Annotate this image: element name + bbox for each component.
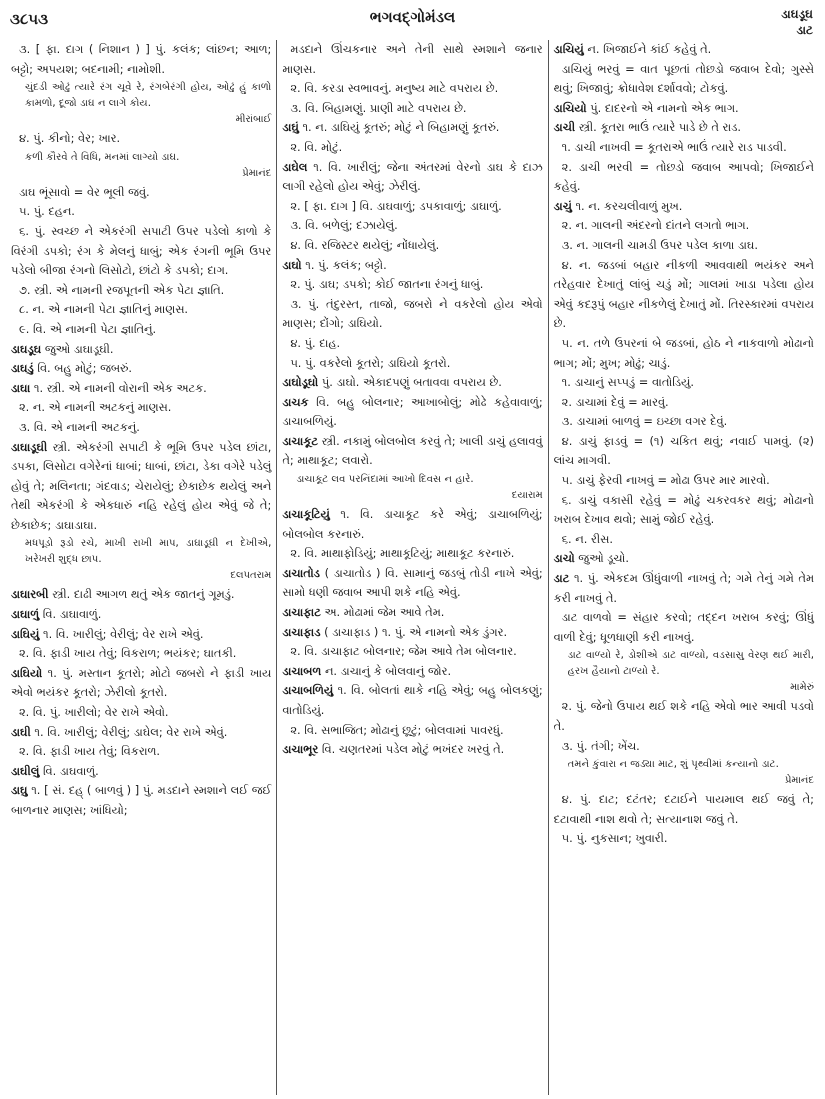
headword: ડાચાબળિયું	[282, 683, 334, 698]
definition-text: ૨. ન. એ નામની અટકનું માણસ.	[19, 400, 172, 415]
headword: ડાઘેલ	[282, 159, 308, 174]
dictionary-entry	[282, 256, 542, 276]
dictionary-entry	[282, 662, 542, 682]
definition-text: ૨. પું. ડાઘ; ડપકો; કોઈ જાતના રંગનું ધાબું.	[290, 277, 484, 292]
definition-text: ડાચિયું ભરવું = વાત પૂછતાં તોછડો જવાબ દેવો; ગુસ્સે થવું; ખિજાવું; ક્રોધાવેશ દર્શાવવો; ટોકવું.	[553, 61, 814, 96]
definition-text: ૧. ન. ડાઘિયું કૂતરું; મોટું ને બિહામણું કૂતરું.	[302, 120, 500, 135]
headword: ડાઘડૂઘ	[11, 341, 42, 356]
definition-text: ૪. વિ. રજિસ્ટર થયેલું; નોંધાયેલું.	[290, 237, 440, 252]
definition-text: ૨. વિ. માથાફોડિયું; માથાકૂટિયું; માથાકૂટ કરનારું.	[290, 546, 515, 561]
dictionary-entry	[11, 379, 271, 399]
definition-text: ૩. વિ. બિહામણું. પ્રાણી માટે વપરાય છે.	[290, 100, 467, 115]
entry-sense	[11, 703, 271, 723]
definition-text: ૧. પું. મસ્તાન કૂતરો; મોટો જબરો ને ફાડી ખાય એવો ભયંકર કૂતરો; ઝેરીલો કૂતરો.	[11, 665, 272, 700]
guide-words	[781, 6, 813, 38]
headword: ડાચાકૂટિયું	[282, 507, 330, 522]
dictionary-entry	[554, 99, 814, 119]
definition-text: ૨. ડાચામાં દેવું = મારવું.	[561, 394, 669, 409]
entry-sense	[11, 281, 271, 301]
entry-sense	[282, 295, 542, 334]
quotation-author: દલપતરામ	[230, 570, 272, 582]
definition-text: ૧. [ સં. દહ્ ( બાળવું ) ] પું. મડદાને સ્મશાને લઈ જઈ બાળનાર માણસ; ખાંધિયો;	[11, 783, 272, 817]
entry-sense	[11, 129, 271, 149]
quotation	[11, 150, 271, 182]
definition-text: ૧. ન. કરચલીવાળું મુખ.	[575, 198, 683, 213]
headword: ડાચાતોડ	[282, 565, 320, 580]
definition-text: ૨. વિ. પું. ખારીલો; વેર રાખે એવો.	[19, 705, 169, 720]
entry-sense	[282, 236, 542, 256]
entry-sense	[282, 334, 542, 354]
definition-text: ૩. વિ. બળેલું; દઝાયેલું.	[290, 218, 398, 233]
definition-text: ૨. વિ. સભાજિત; મોઢાનું છૂટું; બોલવામાં પાવરધું.	[290, 722, 504, 737]
headword: ડાચિયું	[553, 42, 584, 56]
entry-sense	[554, 471, 814, 491]
quotation-author: પ્રેમાનંદ	[242, 167, 272, 179]
definition-text: પું. ડાઘો. એકાદપણું બતાવવા વપરાય છે.	[321, 375, 502, 390]
quotation	[11, 80, 271, 128]
headword: ડાઘા	[11, 380, 31, 395]
quotation-author: દયારામ	[511, 490, 543, 502]
quotation-author: મામેરું	[790, 682, 814, 694]
definition-text: ૧. ડાચાનું સપ્પડું = વાતોડિયું.	[561, 375, 695, 390]
definition-text: ૨. [ ફા. દાગ ] વિ. ડાઘવાળું; ડપકાવાળું; ડાઘાળું.	[290, 198, 502, 213]
definition-text: ૧. વિ. ડાચાકૂટ કરે એવું; ડાચાબળિયું; બોલબોલ કરનારું.	[282, 507, 543, 541]
definition-text: ૨. ન. ગાલની અંદરનો દાંતને લગતો ભાગ.	[561, 218, 750, 233]
dictionary-entry	[11, 625, 271, 645]
definition-text: ૧. પું. કલંક; બટ્ટો.	[305, 257, 387, 272]
definition-text: સ્ત્રી. એકરંગી સપાટી કે ભૂમિ ઉપર પડેલ છાંટા, ડપકા, લિસોટા વગેરેનાં ધાબાં; ધાબાં, છાંટા, ડેકા વગેરે પડેલું હોવું તે; મલિનતા; ગંદવાડ; ચેરાયેલું; છેકાછેક થયેલું અને તેથી એકરંગી કે એકધારું નહિ રહેલું હોય એવું જે તે; છેકાછેક; ડાઘાડાઘા.	[11, 439, 272, 532]
headword: ડાચક	[282, 394, 309, 409]
guide-word-last: ડાટ	[796, 23, 813, 37]
dictionary-entry	[554, 40, 814, 60]
entry-sense	[554, 393, 814, 413]
dictionary-entry	[282, 158, 542, 197]
entry-sense	[554, 236, 814, 256]
definition-text: ૩. ડાચામાં બાળવું = ઇચ્છા વગર દેવું.	[561, 414, 728, 429]
definition-text: ૪. પું. દાટ; દટંતર; દટાઈને પાયમાલ થઈ જવું તે; દટાવાથી નાશ થવો તે; સત્યાનાશ જવું તે.	[553, 792, 814, 826]
dictionary-entry	[554, 118, 814, 138]
headword: ડાચી	[553, 120, 576, 135]
definition-text: ૫. ડાચું ફેરવી નાખવું = મોઢા ઉપર માર મારવો.	[561, 473, 770, 488]
definition-text: ૬. પું. સ્વચ્છ ને એકરંગી સપાટી ઉપર પડેલો કાળો કે વિરંગી ડપકો; રંગ કે મેલનું ધાબું; એક રંગની ભૂમિ ઉપર પડેલો બીજા રંગનો લિસોટો, છાંટો કે ડપકો; દાગ.	[11, 223, 272, 278]
quotation-text: ચુંદડી ઓઢું ત્યારે રંગ ચૂવે રે, રંગબેરંગી હોય, ઓઢું હું કાળો કામળો, દૂજો ડાઘ ન લાગે કોય.	[25, 82, 272, 110]
column-1	[6, 40, 276, 1095]
entry-sense	[554, 697, 814, 736]
entry-sense	[282, 79, 542, 99]
dictionary-entry	[282, 681, 542, 720]
entry-sense	[554, 790, 814, 829]
definition-text: સ્ત્રી. દાઢી આગળ થતું એક જાતનું ગૂમડું.	[52, 587, 235, 602]
guide-word-first: ડાઘડૂઘ	[781, 7, 813, 21]
entry-sense	[282, 275, 542, 295]
headword: ડાચું	[553, 198, 572, 213]
dictionary-entry	[554, 549, 814, 569]
definition-text: ૨. વિ. મોટું.	[290, 139, 343, 154]
definition-text: ડાટ વાળવો = સંહાર કરવો; તદ્દન ખરાબ કરવું; ઊંધું વાળી દેવું; ધૂળધાણી કરી નાખવું.	[553, 610, 814, 644]
dictionary-entry	[11, 664, 271, 703]
dictionary-entry	[282, 623, 542, 643]
definition-text: ૪. પું. કીનો; વેર; ખાર.	[19, 131, 121, 146]
definition-text: ૨. વિ. ફાડી ખાય તેવું; વિકરાળ; ભયંકર; ઘાતકી.	[19, 646, 237, 661]
entry-sense	[554, 60, 814, 99]
definition-text: ૨. વિ. ફાડી ખાય તેવું; વિકરાળ.	[19, 744, 161, 759]
entry-sense	[554, 737, 814, 757]
entry-sense	[11, 398, 271, 418]
quotation-author: પ્રેમાનંદ	[784, 775, 814, 787]
dictionary-entry	[11, 438, 271, 536]
quotation	[554, 757, 814, 789]
entry-sense	[11, 183, 271, 203]
headword: ડાઘિયો	[11, 665, 43, 680]
definition-text: વિ. બહુ મોટું; જબરું.	[37, 361, 133, 376]
headword: ડાચિયો	[553, 100, 587, 115]
definition-text: ૮. ન. એ નામની પેટા જ્ઞાતિનું માણસ.	[19, 302, 189, 317]
definition-text: સ્ત્રી. નકામું બોલબોલ કરવું તે; ખાલી ડાચું હલાવવું તે; માથાકૂટ; લવારો.	[282, 433, 543, 468]
entry-sense	[554, 829, 814, 849]
headword: ડાઘુ	[11, 783, 28, 798]
definition-text: વિ. બહુ બોલનાર; આખાબોલું; મોઢે કહેવાવાળું; ડાચાબળિયું.	[282, 394, 543, 429]
definition-text: ૧. વિ. ખારીલું; વેરીલું; ડાઘેલ; વેર રાખે એવું.	[34, 724, 228, 739]
definition-text: ૧. વિ. ખારીલું; વેરીલું; વેર રાખે એવું.	[43, 626, 204, 641]
definition-text: ૬. ન. રીસ.	[561, 531, 613, 546]
entry-sense	[554, 491, 814, 530]
headword: ડાઘીલું	[11, 763, 40, 778]
headword: ડાઘડું	[11, 361, 34, 376]
headword: ડાઘિયું	[11, 626, 40, 641]
entry-sense	[282, 99, 542, 119]
definition-text: ૪. પું. દાહ.	[290, 335, 341, 350]
quotation-author: મીરાંબાઈ	[235, 114, 272, 126]
dictionary-entry	[282, 432, 542, 471]
headword: ડાઘાળું	[11, 607, 40, 622]
dictionary-columns	[6, 40, 819, 1095]
entry-sense	[282, 216, 542, 236]
quotation	[282, 472, 542, 504]
definition-text: ૪. ન. જડબાં બહાર નીકળી આવવાથી ભયંકર અને તરેહવાર દેખાતું લાંબું ચડું મોં; ગાલમાં ખાડા પડેલા હોય એવું કદરૂપું બહાર નીકળેલું દેખાતું મોં. તિરસ્કારમાં વપરાય છે.	[553, 257, 814, 331]
quotation-text: કળી કૌરવે તે વિધિ, મનમાં લાગ્યો ડાઘ.	[25, 151, 180, 163]
entry-sense	[282, 40, 542, 79]
dictionary-entry	[554, 569, 814, 608]
entry-sense	[282, 197, 542, 217]
headword: ડાચાફાટ	[282, 605, 321, 620]
headword: ડાઘો	[282, 257, 302, 272]
entry-sense	[11, 644, 271, 664]
dictionary-entry	[282, 373, 542, 393]
definition-text: વિ. ડાઘાવાળું.	[42, 607, 102, 622]
definition-text: ૬. ડાચું વકાસી રહેવું = મોઢું ચકરવકર થવું; મોઢાનો ખરાબ દેખાવ થવો; સામું જોઈ રહેવું.	[553, 492, 814, 527]
definition-text: સ્ત્રી. કૂતરા ભાઉં ત્યારે પાડે છે તે રાડ.	[578, 120, 742, 135]
entry-sense	[554, 138, 814, 158]
dictionary-entry	[282, 505, 542, 544]
definition-text: ૨. પું. જેનો ઉપાય થઈ શકે નહિ એવો ભાર આવી પડવો તે.	[553, 699, 814, 733]
entry-sense	[554, 334, 814, 373]
entry-sense	[554, 373, 814, 393]
definition-text: અ. મોઢામાં જેમ આવે તેમ.	[324, 605, 445, 620]
entry-sense	[11, 202, 271, 222]
entry-sense	[11, 222, 271, 281]
entry-sense	[554, 432, 814, 471]
definition-text: ૫. પું. નુકસાન; ખુવારી.	[561, 831, 668, 846]
definition-text: ૫. પું. વકરેલો કૂતરો; ડાઘિયો કૂતરો.	[290, 355, 451, 370]
definition-text: ૧. વિ. ખારીલું; જેના અંતરમાં વેરનો ડાઘ કે દાઝ લાગી રહેલો હોય એવું; ઝેરીલું.	[282, 159, 543, 194]
dictionary-entry	[282, 603, 542, 623]
entry-sense	[282, 544, 542, 564]
entry-sense	[554, 608, 814, 647]
definition-text: ( ડાચાતોડ ) વિ. સામાનું જડબું તોડી નાખે એવું; સામો ધણી જવાબ આપી શકે નહિ એવું.	[282, 565, 543, 600]
definition-text: ૯. વિ. એ નામની પેટા જ્ઞાતિનું.	[19, 321, 157, 336]
definition-text: ડાઘ ભૂંસાવો = વેર ભૂલી જવું.	[19, 184, 150, 199]
entry-sense	[11, 418, 271, 438]
headword: ડાચો	[553, 551, 575, 566]
book-title: ભગવદ્ગોમંડલ	[369, 8, 456, 26]
dictionary-entry	[282, 740, 542, 760]
definition-text: ૧. પું. એકદમ ઊંધુંવાળી નાખવું તે; ગમે તેનું ગમે તેમ કરી નાખવું તે.	[553, 571, 814, 605]
dictionary-entry	[11, 762, 271, 782]
entry-sense	[282, 138, 542, 158]
page-number: ૩૮૫૩	[10, 10, 49, 28]
definition-text: વિ. ડાઘવાળું.	[42, 763, 99, 778]
definition-text: ૩. ન. ગાલની ચામડી ઉપર પડેલ કાળા ડાઘ.	[561, 237, 758, 252]
entry-sense	[554, 158, 814, 197]
definition-text: જુઓ ડૂચો.	[578, 551, 630, 566]
definition-text: ૭. સ્ત્રી. એ નામની રજપૂતની એક પેટા જ્ઞાતિ.	[19, 282, 225, 297]
entry-sense	[554, 256, 814, 334]
definition-text: ન. ડાચાનું કે બોલવાનું જોર.	[324, 663, 452, 678]
headword: ડાઘું	[282, 120, 299, 135]
definition-text: ૨. ડાચી ભરવી = તોછડો જવાબ આપવો; ખિજાઈને કહેવું.	[553, 159, 814, 194]
definition-text: ૧. વિ. બોલતાં થાકે નહિ એવું; બહુ બોલકણું; વાતોડિયું.	[282, 683, 543, 717]
entry-sense	[282, 642, 542, 662]
definition-text: વિ. ચણતરમાં પડેલ મોટું ભખંદર ખરવું તે.	[321, 742, 505, 757]
definition-text: ૫. પું. દહન.	[19, 204, 75, 219]
definition-text: ૩. [ ફા. દાગ ( નિશાન ) ] પું. કલંક; લાંછન; આળ; બટ્ટો; અપયશ; બદનામી; નામોશી.	[11, 42, 272, 76]
dictionary-entry	[11, 605, 271, 625]
entry-sense	[11, 320, 271, 340]
entry-sense	[11, 300, 271, 320]
definition-text: મડદાને ઊંચકનાર અને તેની સાથે સ્મશાને જનાર માણસ.	[282, 42, 543, 76]
headword: ડાઘોડૂઘો	[282, 375, 319, 390]
entry-sense	[554, 412, 814, 432]
quotation-text: ડાટ વાળ્યો રે, ડોશીએ ડાટ વાળ્યો, વડસાસુ વેરણ થઈ મારી, હરખ હૈયાનો ટાળ્યો રે.	[567, 650, 814, 678]
definition-text: ૨. વિ. કરડા સ્વભાવનું. મનુષ્ય માટે વપરાય છે.	[290, 81, 499, 96]
headword: ડાઘારબી	[11, 587, 49, 602]
column-3	[548, 40, 819, 1095]
definition-text: ૩. પું. તંગી; ખેંચ.	[561, 738, 640, 753]
dictionary-entry	[11, 781, 271, 820]
definition-text: પું. દાદરનો એ નામનો એક ભાગ.	[590, 100, 739, 115]
page-header	[0, 0, 825, 44]
definition-text: ૨. વિ. ડાચાફાટ બોલનાર; જેમ આવે તેમ બોલનાર.	[290, 644, 517, 659]
dictionary-entry	[11, 340, 271, 360]
headword: ડાચાબળ	[282, 663, 322, 678]
dictionary-entry	[11, 359, 271, 379]
definition-text: ૫. ન. તળે ઉપરનાં બે જડબાં, હોઠ ને નાકવાળો મોઢાનો ભાગ; મોં; મુખ; મોઢું; ચાડું.	[553, 335, 814, 370]
headword: ડાચાફાડ	[282, 624, 321, 639]
dictionary-entry	[11, 585, 271, 605]
entry-sense	[11, 742, 271, 762]
dictionary-entry	[554, 197, 814, 217]
definition-text: ન. ખિજાઈને કાંઈ કહેવું તે.	[587, 42, 712, 56]
quotation-text: ડાચાકૂટ લવ પરનિંદામાં આખો દિવસ ન હારે.	[296, 474, 474, 486]
quotation-text: મધપૂડો રૂડો રચે, માખી રાખી માપ, ડાઘાડૂઘી ન દેખીએ, ખરેખરી શુદ્ધ છાપ.	[25, 538, 272, 566]
definition-text: ૩. પું. તંદુરસ્ત, તાજો, જબરો ને વકરેલો હોય એવો માણસ; દોંગો; ડાઘિયો.	[282, 296, 543, 331]
entry-sense	[282, 354, 542, 374]
headword: ડાઘાડૂઘી	[11, 439, 48, 454]
quotation	[11, 536, 271, 584]
entry-sense	[554, 530, 814, 550]
dictionary-entry	[282, 118, 542, 138]
quotation-text: તમને કુંવારા ન જડ્યા માટ, શું પૃથ્વીમાં કન્યાનો ડાટ.	[567, 759, 779, 771]
quotation	[554, 648, 814, 696]
entry-sense	[282, 721, 542, 741]
definition-text: જુઓ ડાઘાડૂઘી.	[44, 341, 114, 356]
dictionary-entry	[282, 393, 542, 432]
headword: ડાઘી	[11, 724, 31, 739]
headword: ડાચાકૂટ	[282, 433, 318, 448]
definition-text: ૧. ડાચી નાખવી = કૂતરાએ ભાઉં ત્યારે રાડ પાડવી.	[561, 139, 787, 154]
headword: ડાચાભૂર	[282, 742, 319, 757]
entry-sense	[11, 40, 271, 79]
dictionary-entry	[282, 564, 542, 603]
definition-text: ૧. સ્ત્રી. એ નામની વોરાની એક અટક.	[33, 380, 207, 395]
definition-text: ૩. વિ. એ નામની અટકનું.	[19, 419, 140, 434]
entry-sense	[554, 216, 814, 236]
column-2	[276, 40, 547, 1095]
definition-text: ૪. ડાચું ફાડવું = (૧) ચકિત થવું; નવાઈ પામવું. (૨) લાંચ માગવી.	[553, 433, 814, 468]
definition-text: ( ડાચાફાડ ) ૧. પું. એ નામનો એક ડુંગર.	[324, 624, 508, 639]
headword: ડાટ	[553, 571, 570, 586]
dictionary-entry	[11, 723, 271, 743]
